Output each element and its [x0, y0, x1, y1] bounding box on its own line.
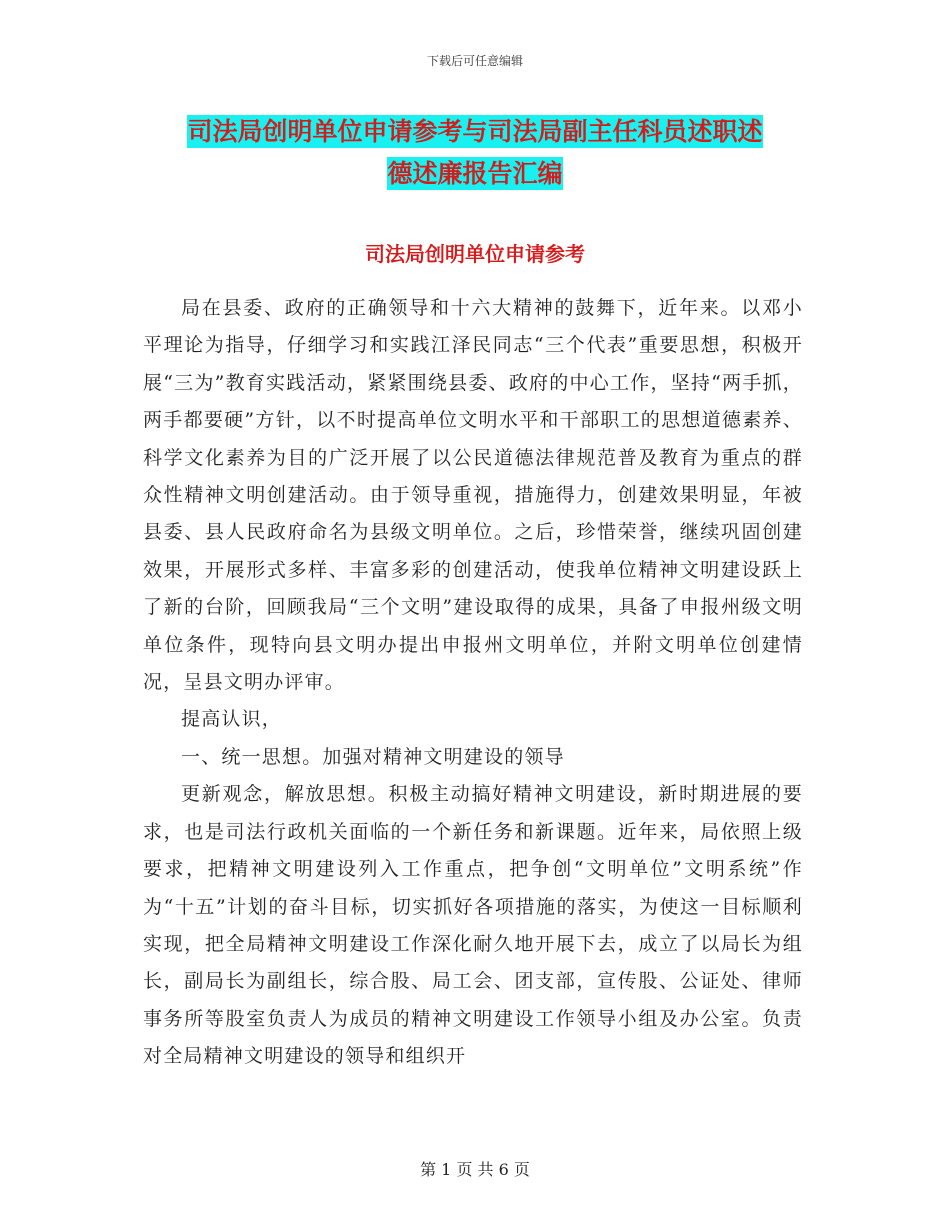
document-body	[143, 290, 803, 1076]
paragraph-heading-one: 一、统一思想。加强对精神文明建设的领导	[181, 745, 565, 768]
document-title-text-1: 司法局创明单位申请参考与司法局副主任科员述职述	[187, 117, 763, 146]
header-note: 下载后可任意编辑	[426, 54, 523, 68]
paragraph-update-concepts: 更新观念，解放思想。积极主动搞好精神文明建设，新时期进展的要求，也是司法行政机关面临的一个新任务和新课题。近年来，局依照上级要求，把精神文明建设列入工作重点，把争创“文明单位”文明系统”作为“十五”计划的奋斗目标，切实抓好各项措施的落实，为使这一目标顺利实现，把全局精神文明建设工作深化耐久地开展下去，成立了以局长为组长，副局长为副组长，综合股、局工会、团支部，宣传股、公证处、律师事务所等股室负责人为成员的精神文明建设工作领导小组及办公室。负责对全局精神文明建设的领导和组织开	[143, 783, 803, 1068]
section-title: 司法局创明单位申请参考	[365, 242, 585, 266]
paragraph-intro: 局在县委、政府的正确领导和十六大精神的鼓舞下，近年来。以邓小平理论为指导，仔细学习和实践江泽民同志“三个代表”重要思想，积极开展“三为”教育实践活动，紧紧围绕县委、政府的中心工作，坚持“两手抓，两手都要硬”方针，以不时提高单位文明水平和干部职工的思想道德素养、科学文化素养为目的广泛开展了以公民道德法律规范普及教育为重点的群众性精神文明创建活动。由于领导重视，措施得力，创建效果明显，年被县委、县人民政府命名为县级文明单位。之后，珍惜荣誉，继续巩固创建效果，开展形式多样、丰富多彩的创建活动，使我单位精神文明建设跃上了新的台阶，回顾我局“三个文明”建设取得的成果，具备了申报州级文明单位条件，现特向县文明办提出申报州文明单位，并附文明单位创建情况，呈县文明办评审。	[143, 297, 803, 694]
document-title-line-2	[160, 152, 790, 196]
page-indicator: 第 1 页 共 6 页	[420, 1160, 530, 1179]
paragraph-raise-awareness: 提高认识，	[181, 708, 283, 731]
document-title-line-1	[160, 110, 790, 154]
document-title-text-2: 德述廉报告汇编	[387, 159, 563, 188]
